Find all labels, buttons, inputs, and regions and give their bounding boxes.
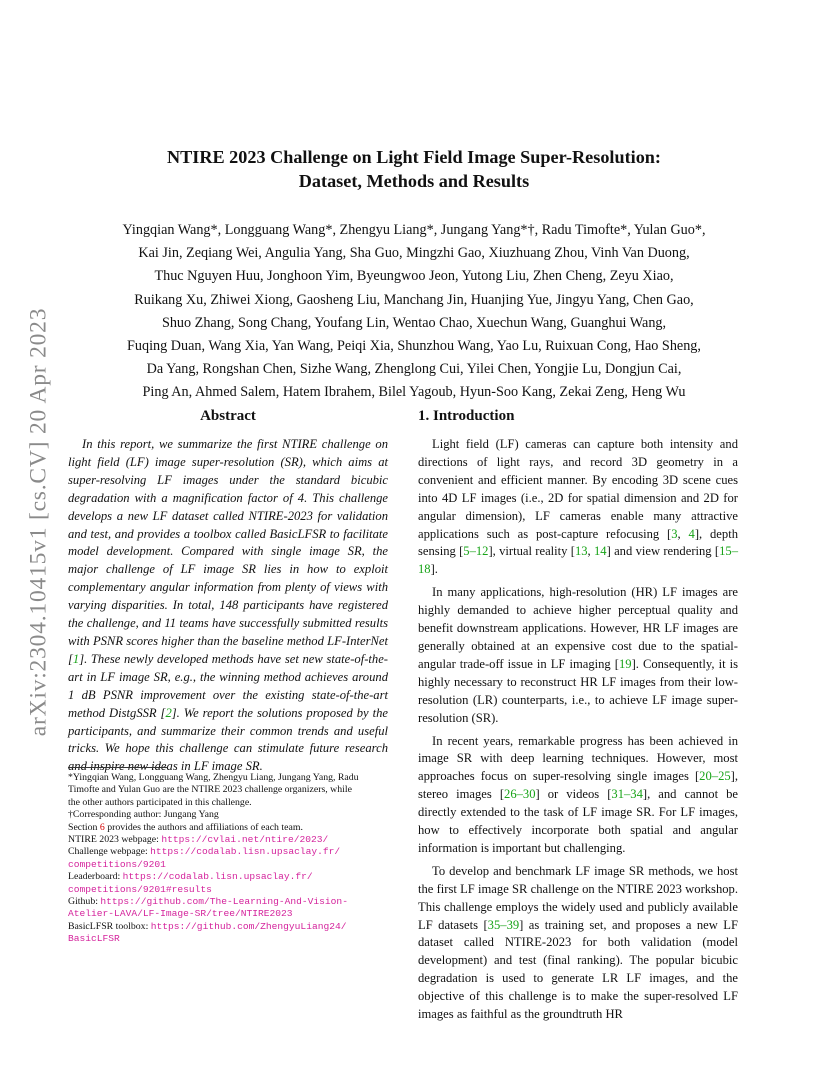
intro-paragraph: Light field (LF) cameras can capture both intensity and directions of light rays, and record 3D geometry in a convenient and efficient manner. By encoding 3D scene cues into 4D LF images (i.e., 2D for spatial dimension and 2D for angular dimension), LF cameras enable many attractive applications such as post-capture refocusing [3, 4], depth sensing [5–12], virtual reality [13, 14] and view rendering [15–18]. (418, 437, 738, 577)
citation-link[interactable]: 4 (688, 526, 695, 541)
citation-link[interactable]: 31–34 (611, 787, 643, 802)
citation-link[interactable]: 15–18 (418, 544, 738, 577)
citation-link[interactable]: 1 (72, 651, 80, 666)
left-column (68, 406, 388, 776)
leaderboard-link[interactable]: https://codalab.lisn.upsaclay.fr/ (122, 871, 313, 883)
title-line: NTIRE 2023 Challenge on Light Field Image Super-Resolution: (167, 147, 661, 167)
footnote-ntire: NTIRE 2023 webpage: https://cvlai.net/ntire/2023/ (68, 834, 329, 846)
author-line: Ruikang Xu, Zhiwei Xiong, Gaosheng Liu, Manchang Jin, Huanjing Yue, Jingyu Yang, Chen Gao, (134, 291, 694, 308)
footnotes: *Yingqian Wang, Longguang Wang, Zhengyu Liang, Jungang Yang, Radu Timofte and Yulan Guo are the NTIRE 2023 challenge organizers, while the other authors participated in this challenge. †Corresponding author: Jungang Yang Section 6 provides the authors and affiliations of each team. NTIRE 2023 webpage: https://cvlai.net/ntire/2023/ Challenge webpage: https://codalab.lisn.upsaclay.fr/ competitions/9201 Leaderboard: https://codalab.lisn.upsaclay.fr/ competitions/9201#results Github: https://github.com/The-Learning-And-Vision- Atelier-LAVA/LF-Image-SR/tree/NTIRE2023 BasicLFSR toolbox: https://github.com/ZhengyuLiang24/ BasicLFSR (68, 772, 390, 946)
citation-link[interactable]: 20–25 (699, 769, 731, 784)
footnote-divider (68, 767, 168, 768)
footnote-github: Github: https://github.com/The-Learning-And-Vision- (68, 896, 348, 908)
citation-link[interactable]: 14 (594, 544, 607, 559)
challenge-link[interactable]: https://codalab.lisn.upsaclay.fr/ (150, 846, 341, 858)
introduction-heading: 1. Introduction (418, 408, 515, 424)
leaderboard-link[interactable]: competitions/9201#results (68, 883, 212, 895)
intro-paragraph: In recent years, remarkable progress has been achieved in image SR with deep learning techniques. However, most approaches focus on super-resolving single images [20–25], stereo images [26–30] or videos [31–34], and cannot be directly extended to the task of LF image SR. For LF images, how to effectively incorporate both spatial and angular information is important but challenging. (418, 733, 738, 855)
footnote-leaderboard: Leaderboard: https://codalab.lisn.upsaclay.fr/ (68, 871, 313, 883)
citation-link[interactable]: 35–39 (487, 917, 520, 932)
toolbox-link[interactable]: https://github.com/ZhengyuLiang24/ (150, 920, 347, 932)
author-line: Shuo Zhang, Song Chang, Youfang Lin, Wentao Chao, Xuechun Wang, Guanghui Wang, (161, 314, 667, 331)
arxiv-identifier (14, 284, 64, 760)
author-line: Yingqian Wang*, Longguang Wang*, Zhengyu Liang*, Jungang Yang*†, Radu Timofte*, Yulan Guo*, (122, 222, 706, 238)
citation-link[interactable]: 19 (618, 656, 632, 671)
author-line: Fuqing Duan, Wang Xia, Yan Wang, Peiqi Xia, Shunzhou Wang, Yao Lu, Ruixuan Cong, Hao Sheng, (127, 338, 701, 355)
author-line: Ping An, Ahmed Salem, Hatem Ibrahem, Bilel Yagoub, Hyun-Soo Kang, Zekai Zeng, Heng Wu (142, 384, 686, 401)
section-link[interactable]: 6 (99, 821, 105, 833)
ntire-link[interactable]: https://cvlai.net/ntire/2023/ (161, 834, 329, 846)
title-line: Dataset, Methods and Results (298, 171, 530, 191)
toolbox-link[interactable]: BasicLFSR (68, 933, 120, 945)
citation-link[interactable]: 26–30 (504, 787, 536, 802)
citation-link[interactable]: 13 (574, 544, 588, 559)
arxiv-id-text: arXiv:2304.10415v1 [cs.CV] 20 Apr 2023 (25, 307, 52, 737)
github-link[interactable]: Atelier-LAVA/LF-Image-SR/tree/NTIRE2023 (68, 908, 293, 920)
author-line: Kai Jin, Zeqiang Wei, Angulia Yang, Sha Guo, Mingzhi Gao, Xiuzhuang Zhou, Vinh Van Duong, (138, 245, 690, 262)
github-link[interactable]: https://github.com/The-Learning-And-Vision- (100, 896, 348, 908)
footnote-challenge: Challenge webpage: https://codalab.lisn.upsaclay.fr/ (68, 846, 341, 858)
abstract-heading: Abstract (200, 408, 256, 424)
citation-link[interactable]: 2 (165, 705, 172, 720)
author-line: Thuc Nguyen Huu, Jonghoon Yim, Byeungwoo Jeon, Yutong Liu, Zhen Cheng, Zeyu Xiao, (154, 268, 674, 285)
footnote-corresponding: †Corresponding author: Jungang Yang (68, 809, 219, 821)
challenge-link[interactable]: competitions/9201 (68, 858, 166, 870)
citation-link[interactable]: 3 (671, 526, 678, 541)
abstract-text: In this report, we summarize the first NTIRE challenge on light field (LF) image super-resolution (SR), which aims at super-resolving LF images under the standard bicubic degradation with a magnification factor of 4. This challenge develops a new LF dataset called NTIRE-2023 for validation and test, and provides a toolbox called BasicLFSR to facilitate model development. Compared with single image SR, the major challenge of LF image SR lies in how to exploit complementary angular information from plenty of views with varying disparities. In total, 148 participants have registered the challenge, and 11 teams have successfully submitted results with PSNR scores higher than the baseline method LF-InterNet [1]. These newly developed methods have set new state-of-the-art in LF image SR, e.g., the winning method achieves around 1 dB PSNR improvement over the existing state-of-the-art method DistgSSR [2]. We report the solutions proposed by the participants, and summarize their common trends and useful tricks. We hope this challenge can stimulate future research and inspire new ideas in LF image SR. (68, 437, 388, 774)
intro-paragraph: In many applications, high-resolution (HR) LF images are highly demanded to achieve higher perceptual quality and benefit downstream applications. However, HR LF images are generally obtained at an expensive cost due to the spatial-angular trade-off issue in LF imaging [19]. Consequently, it is highly necessary to reconstruct HR LF images from their low-resolution (LR) counterparts, i.e., to achieve LF image super-resolution (SR). (418, 585, 739, 725)
paper-title (90, 145, 738, 193)
footnote-toolbox: BasicLFSR toolbox: https://github.com/ZhengyuLiang24/ (68, 920, 347, 932)
footnote-section: Section 6 provides the authors and affiliations of each team. (68, 821, 303, 833)
footnote-organizers: *Yingqian Wang, Longguang Wang, Zhengyu Liang, Jungang Yang, Radu (68, 772, 359, 783)
author-list (60, 219, 768, 405)
citation-link[interactable]: 5–12 (463, 544, 489, 559)
author-line: Da Yang, Rongshan Chen, Sizhe Wang, Zhenglong Cui, Yilei Chen, Yongjie Lu, Dongjun Cai, (146, 361, 682, 378)
intro-paragraph: To develop and benchmark LF image SR methods, we host the first LF image SR challenge on the NTIRE 2023 workshop. This challenge employs the widely used and publicly available LF datasets [35–39] as training set, and proposes a new LF dataset called NTIRE-2023 for both validation (model development) and test (final ranking). The popular bicubic degradation is used to generate LR LF images, and the objective of this challenge is to make the super-resolved LF images as faithful as the groundtruth HR (418, 863, 738, 1022)
right-column (418, 406, 738, 1029)
